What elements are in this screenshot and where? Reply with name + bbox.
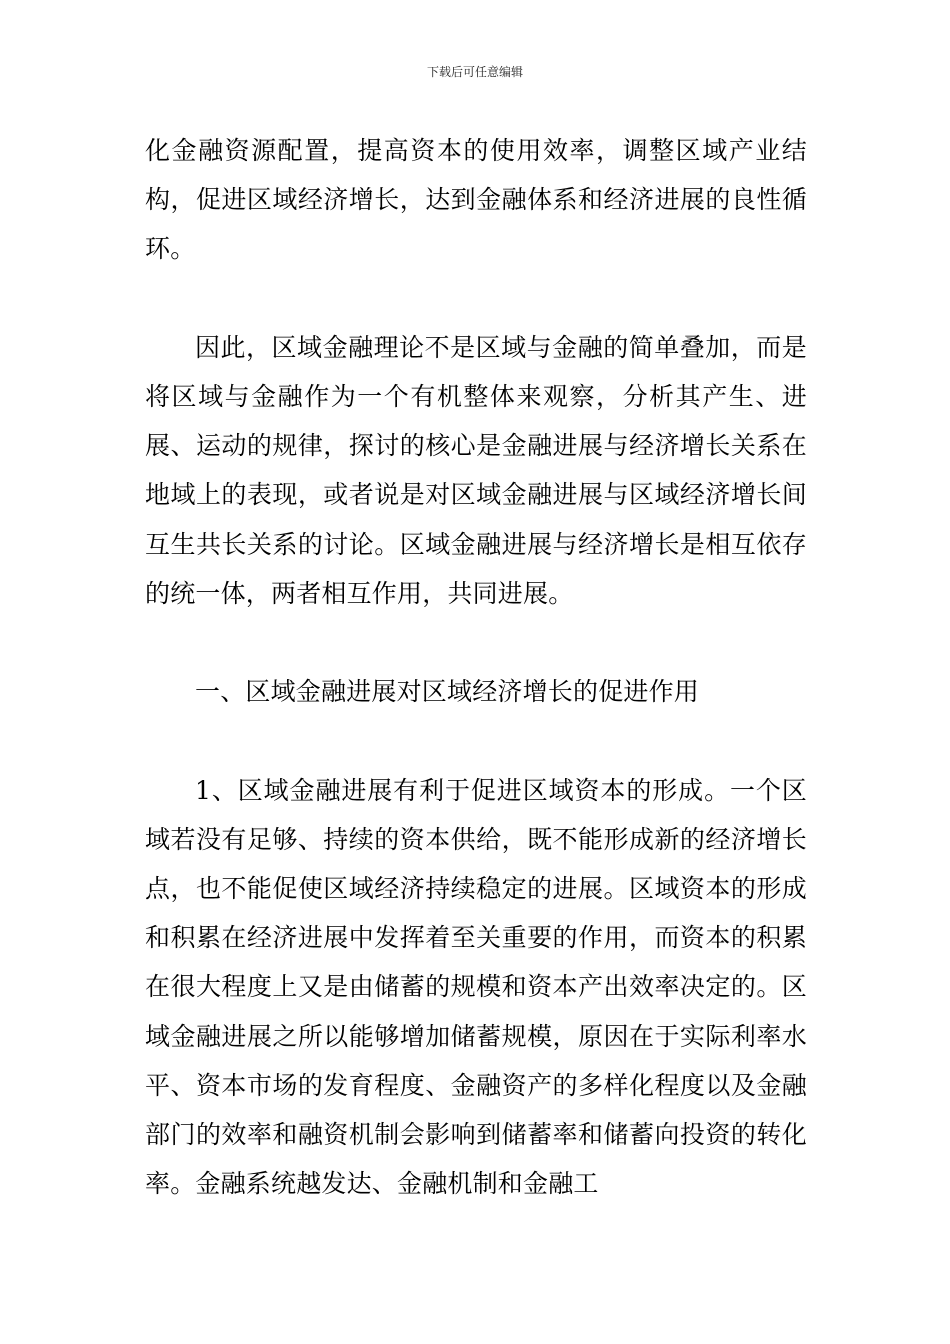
paragraph-gap xyxy=(145,274,807,323)
paragraph-gap xyxy=(145,618,807,667)
paragraph-capital-formation: 1、区域金融进展有利于促进区域资本的形成。一个区域若没有足够、持续的资本供给，既不能形成新的经济增长点，也不能促使区域经济持续稳定的进展。区域资本的形成和积累在经济进展中发挥着至关重要的作用，而资本的积累在很大程度上又是由储蓄的规模和资本产出效率决定的。区域金融进展之所以能够增加储蓄规模，原因在于实际利率水平、资本市场的发育程度、金融资产的多样化程度以及金融部门的效率和融资机制会影响到储蓄率和储蓄向投资的转化率。金融系统越发达、金融机制和金融工 xyxy=(145,775,807,1199)
paragraph-regional-finance-theory: 因此，区域金融理论不是区域与金融的简单叠加，而是将区域与金融作为一个有机整体来观察，分析其产生、进展、运动的规律，探讨的核心是金融进展与经济增长关系在地域上的表现，或者说是对区域金融进展与区域经济增长间互生共长关系的讨论。区域金融进展与经济增长是相互依存的统一体，两者相互作用，共同进展。 xyxy=(145,332,807,608)
section-heading: 一、区域金融进展对区域经济增长的促进作用 xyxy=(195,677,700,707)
paragraph-gap xyxy=(145,716,807,765)
document-body xyxy=(145,126,807,1208)
paragraph-continuation: 化金融资源配置，提高资本的使用效率，调整区域产业结构，促进区域经济增长，达到金融体系和经济进展的良性循环。 xyxy=(145,136,807,264)
page-header: 下载后可任意编辑 xyxy=(426,65,523,79)
